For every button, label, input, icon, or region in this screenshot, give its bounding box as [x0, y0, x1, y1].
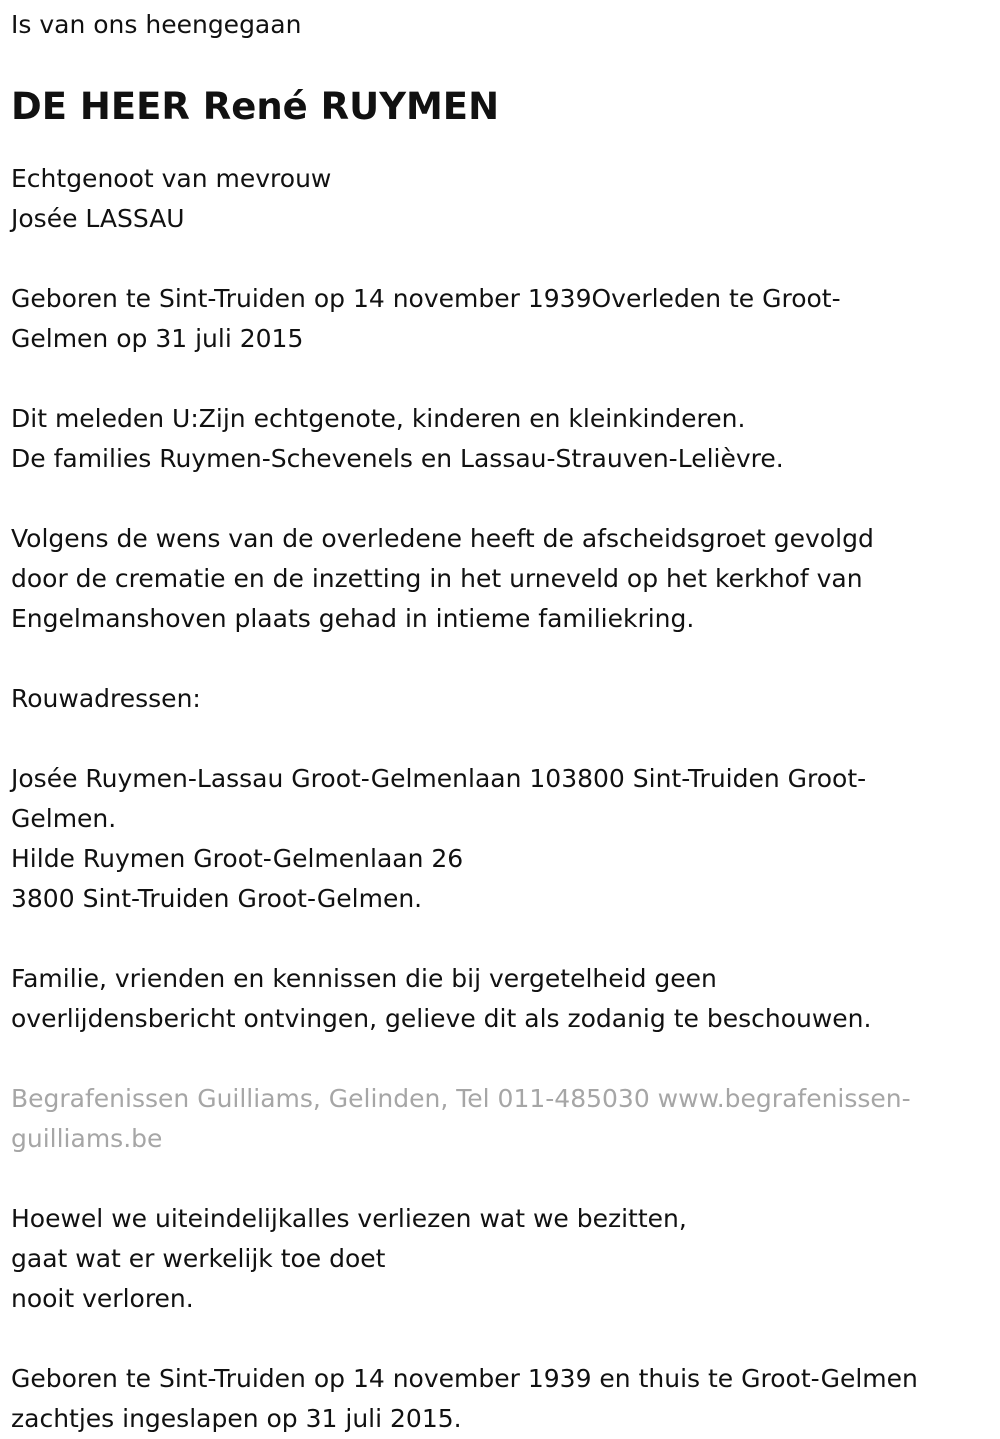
closing-line: zachtjes ingeslapen op 31 juli 2015.: [11, 1403, 462, 1433]
ceremony-line: Engelmanshoven plaats gehad in intieme familiekring.: [11, 603, 695, 633]
address-line: Josée Ruymen-Lassau Groot-Gelmenlaan 103800 Sint-Truiden Groot-: [11, 763, 867, 793]
spouse-name: Josée LASSAU: [11, 203, 185, 233]
closing-line: Geboren te Sint-Truiden op 14 november 1939 en thuis te Groot-Gelmen: [11, 1363, 918, 1393]
ceremony-block: [11, 519, 1000, 639]
dates-block: [11, 279, 1000, 359]
notice-block: [11, 959, 1000, 1039]
addresses-block: [11, 759, 1000, 919]
announcement-line: Dit meleden U:Zijn echtgenote, kinderen en kleinkinderen.: [11, 403, 746, 433]
notice-line: Familie, vrienden en kennissen die bij vergetelheid geen: [11, 963, 717, 993]
quote-line: gaat wat er werkelijk toe doet: [11, 1243, 386, 1273]
dates-line: Geboren te Sint-Truiden op 14 november 1939Overleden te Groot-: [11, 283, 841, 313]
intro-text: Is van ons heengegaan: [11, 10, 302, 39]
dates-line: Gelmen op 31 juli 2015: [11, 323, 304, 353]
address-line: Gelmen.: [11, 803, 117, 833]
ceremony-line: Volgens de wens van de overledene heeft de afscheidsgroet gevolgd: [11, 523, 874, 553]
quote-line: nooit verloren.: [11, 1283, 194, 1313]
announcement-line: De families Ruymen-Schevenels en Lassau-Strauven-Lelièvre.: [11, 443, 784, 473]
addresses-heading-block: [11, 679, 1000, 719]
funeral-home-line: guilliams.be: [11, 1123, 163, 1153]
funeral-home-line: Begrafenissen Guilliams, Gelinden, Tel 011-485030 www.begrafenissen-: [11, 1083, 911, 1113]
address-line: 3800 Sint-Truiden Groot-Gelmen.: [11, 883, 423, 913]
funeral-home-block: [11, 1079, 1000, 1159]
announcement-block: [11, 399, 1000, 479]
quote-line: Hoewel we uiteindelijkalles verliezen wat we bezitten,: [11, 1203, 687, 1233]
address-line: Hilde Ruymen Groot-Gelmenlaan 26: [11, 843, 464, 873]
spouse-block: [11, 159, 1000, 239]
ceremony-line: door de crematie en de inzetting in het urneveld op het kerkhof van: [11, 563, 863, 593]
addresses-heading: Rouwadressen:: [11, 683, 201, 713]
spouse-line: Echtgenoot van mevrouw: [11, 163, 332, 193]
deceased-name: DE HEER René RUYMEN: [11, 85, 500, 128]
closing-block: [11, 1359, 1000, 1439]
notice-line: overlijdensbericht ontvingen, gelieve dit als zodanig te beschouwen.: [11, 1003, 872, 1033]
quote-block: [11, 1199, 1000, 1319]
